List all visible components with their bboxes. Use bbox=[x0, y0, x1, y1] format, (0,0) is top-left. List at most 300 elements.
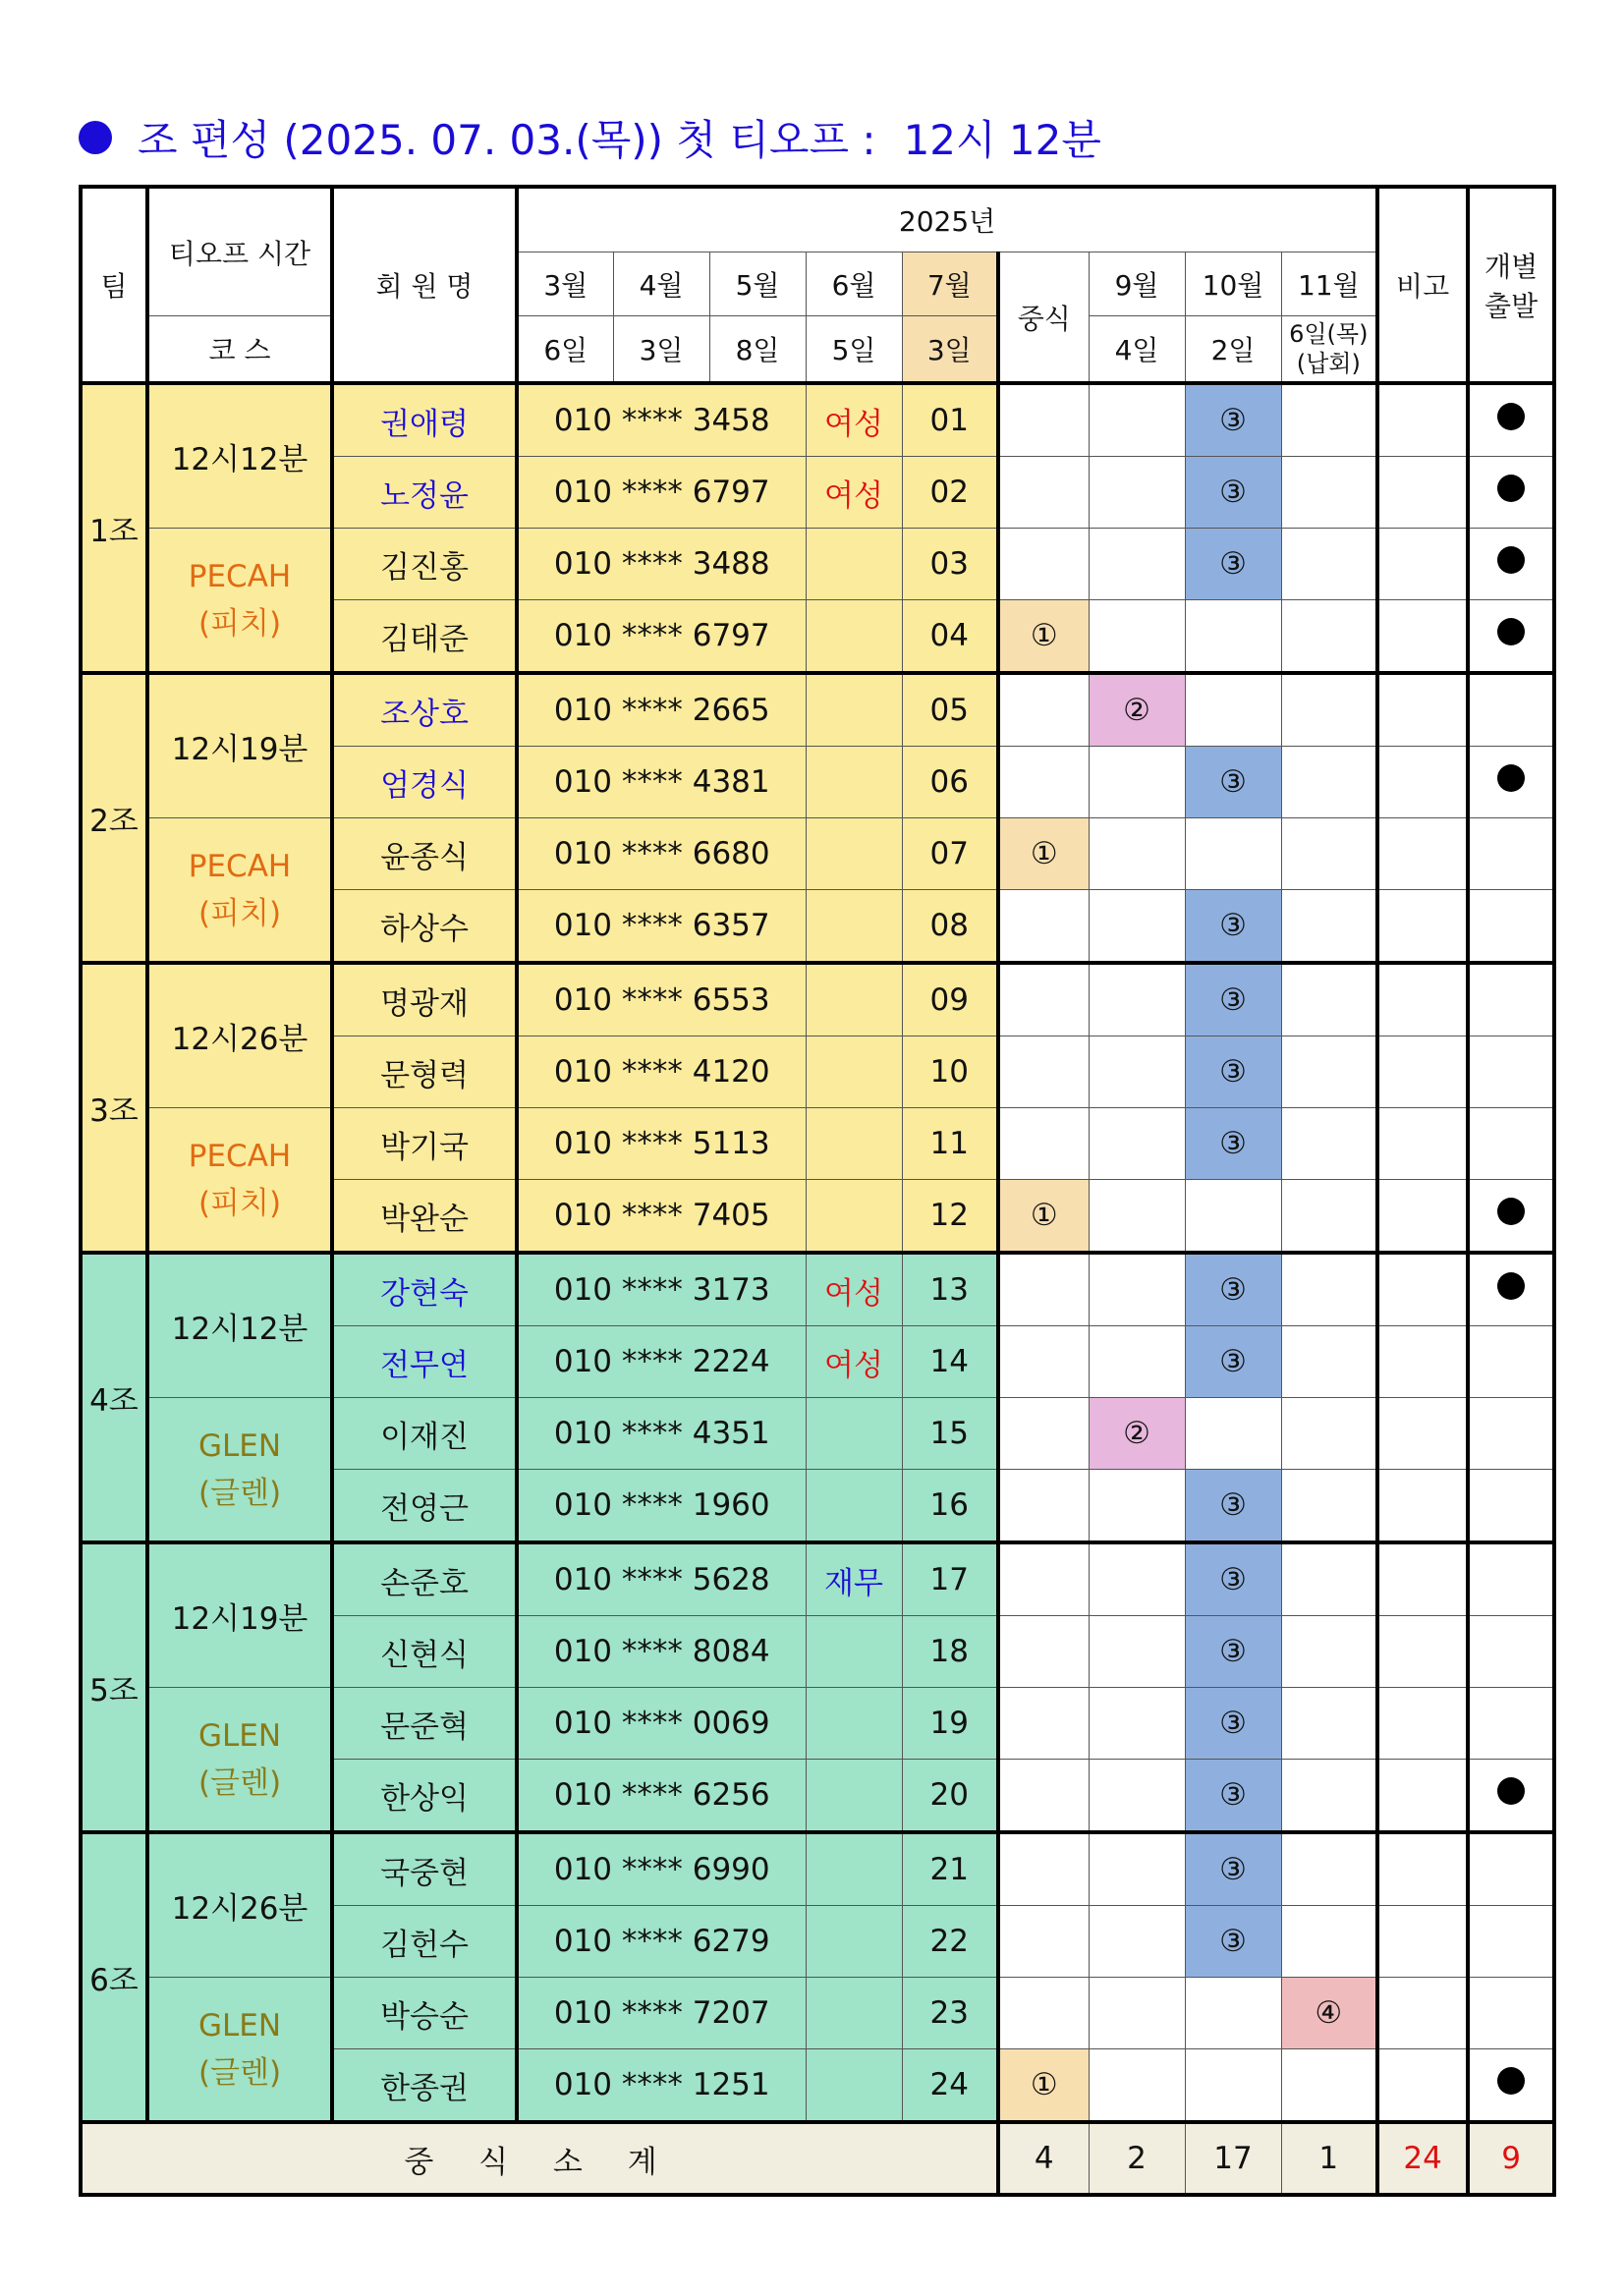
remark-cell bbox=[1377, 673, 1468, 747]
header-month2-0: 9월 bbox=[1089, 252, 1185, 316]
course-name-line2: (글렌) bbox=[197, 1764, 282, 1801]
header-month-3: 6월 bbox=[806, 252, 902, 316]
nov-mark bbox=[1281, 1036, 1377, 1108]
course-name-line1: PECAH bbox=[188, 848, 292, 884]
individual-start bbox=[1468, 1760, 1554, 1833]
jungsik-mark bbox=[998, 673, 1089, 747]
table-row bbox=[81, 1253, 1554, 1326]
member-phone: 010 **** 3488 bbox=[517, 529, 806, 600]
nov-mark bbox=[1281, 383, 1377, 457]
table-row bbox=[81, 1978, 1554, 2049]
sep-mark bbox=[1089, 963, 1185, 1036]
individual-start bbox=[1468, 457, 1554, 529]
individual-start-dot-icon bbox=[1497, 546, 1525, 574]
member-note bbox=[806, 1180, 902, 1254]
member-note bbox=[806, 673, 902, 747]
member-note bbox=[806, 1470, 902, 1543]
member-name: 한상익 bbox=[332, 1760, 517, 1833]
member-note bbox=[806, 1688, 902, 1760]
member-phone: 010 **** 2665 bbox=[517, 673, 806, 747]
sep-mark bbox=[1089, 1326, 1185, 1398]
header-day2-1: 2일 bbox=[1185, 316, 1281, 384]
team-label: 1조 bbox=[81, 383, 147, 673]
team-label: 3조 bbox=[81, 963, 147, 1253]
member-note: 여성 bbox=[806, 383, 902, 457]
sep-mark bbox=[1089, 457, 1185, 529]
member-phone: 010 **** 3173 bbox=[517, 1253, 806, 1326]
course-name bbox=[147, 1398, 332, 1543]
team-label: 5조 bbox=[81, 1542, 147, 1832]
member-number: 22 bbox=[902, 1906, 998, 1978]
table-row bbox=[81, 1688, 1554, 1760]
course-name bbox=[147, 1688, 332, 1833]
summary-sep: 2 bbox=[1089, 2122, 1185, 2195]
jungsik-mark: ① bbox=[998, 2049, 1089, 2123]
course-name-line2: (피치) bbox=[197, 895, 282, 931]
nov-mark: ④ bbox=[1281, 1978, 1377, 2049]
jungsik-mark bbox=[998, 1398, 1089, 1470]
member-number: 17 bbox=[902, 1542, 998, 1616]
jungsik-mark bbox=[998, 1542, 1089, 1616]
header-day2-0: 4일 bbox=[1089, 316, 1185, 384]
oct-mark bbox=[1185, 1978, 1281, 2049]
oct-mark: ③ bbox=[1185, 890, 1281, 964]
table-row bbox=[81, 1832, 1554, 1906]
remark-cell bbox=[1377, 457, 1468, 529]
sep-mark bbox=[1089, 1253, 1185, 1326]
member-note bbox=[806, 818, 902, 890]
remark-cell bbox=[1377, 1470, 1468, 1543]
jungsik-mark: ① bbox=[998, 818, 1089, 890]
table-row bbox=[81, 529, 1554, 600]
summary-remark: 24 bbox=[1377, 2122, 1468, 2195]
header-year: 2025년 bbox=[517, 187, 1377, 252]
member-phone: 010 **** 7405 bbox=[517, 1180, 806, 1254]
nov-mark bbox=[1281, 1906, 1377, 1978]
member-number: 03 bbox=[902, 529, 998, 600]
jungsik-mark bbox=[998, 1832, 1089, 1906]
nov-mark bbox=[1281, 600, 1377, 674]
course-name-line1: PECAH bbox=[188, 558, 292, 594]
member-number: 21 bbox=[902, 1832, 998, 1906]
oct-mark: ③ bbox=[1185, 1542, 1281, 1616]
jungsik-mark bbox=[998, 1688, 1089, 1760]
member-number: 05 bbox=[902, 673, 998, 747]
individual-start bbox=[1468, 1253, 1554, 1326]
team-label: 4조 bbox=[81, 1253, 147, 1542]
remark-cell bbox=[1377, 1978, 1468, 2049]
individual-start bbox=[1468, 1542, 1554, 1616]
nov-mark bbox=[1281, 1180, 1377, 1254]
team-label: 2조 bbox=[81, 673, 147, 963]
sep-mark bbox=[1089, 1542, 1185, 1616]
header-month-4: 7월 bbox=[902, 252, 998, 316]
header-day2-2 bbox=[1281, 316, 1377, 384]
course-name-line1: GLEN bbox=[197, 1717, 282, 1754]
member-name: 이재진 bbox=[332, 1398, 517, 1470]
individual-start bbox=[1468, 1688, 1554, 1760]
title-first-teeoff: 12시 12분 bbox=[903, 116, 1101, 164]
header-individual-line1: 개별 bbox=[1484, 251, 1539, 283]
header-month-0: 3월 bbox=[517, 252, 613, 316]
jungsik-mark bbox=[998, 1326, 1089, 1398]
oct-mark: ③ bbox=[1185, 1253, 1281, 1326]
member-number: 06 bbox=[902, 747, 998, 818]
sep-mark: ② bbox=[1089, 673, 1185, 747]
member-phone: 010 **** 3458 bbox=[517, 383, 806, 457]
jungsik-mark bbox=[998, 383, 1089, 457]
individual-start bbox=[1468, 383, 1554, 457]
nov-mark bbox=[1281, 1470, 1377, 1543]
jungsik-mark bbox=[998, 529, 1089, 600]
individual-start-dot-icon bbox=[1497, 475, 1525, 502]
member-number: 12 bbox=[902, 1180, 998, 1254]
sep-mark bbox=[1089, 1760, 1185, 1833]
member-note bbox=[806, 600, 902, 674]
header-course: 코 스 bbox=[147, 316, 332, 384]
member-name: 문준혁 bbox=[332, 1688, 517, 1760]
member-note bbox=[806, 1108, 902, 1180]
member-phone: 010 **** 6797 bbox=[517, 600, 806, 674]
individual-start bbox=[1468, 1978, 1554, 2049]
jungsik-mark bbox=[998, 1108, 1089, 1180]
member-name: 엄경식 bbox=[332, 747, 517, 818]
member-name: 국중현 bbox=[332, 1832, 517, 1906]
individual-start bbox=[1468, 1906, 1554, 1978]
nov-mark bbox=[1281, 1326, 1377, 1398]
member-name: 박승순 bbox=[332, 1978, 517, 2049]
individual-start-dot-icon bbox=[1497, 1272, 1525, 1300]
sep-mark bbox=[1089, 1688, 1185, 1760]
summary-oct: 17 bbox=[1185, 2122, 1281, 2195]
member-name: 한종권 bbox=[332, 2049, 517, 2123]
jungsik-mark bbox=[998, 1978, 1089, 2049]
remark-cell bbox=[1377, 1253, 1468, 1326]
jungsik-mark bbox=[998, 1036, 1089, 1108]
nov-mark bbox=[1281, 1253, 1377, 1326]
member-note bbox=[806, 1616, 902, 1688]
member-name: 윤종식 bbox=[332, 818, 517, 890]
member-name: 강현숙 bbox=[332, 1253, 517, 1326]
sep-mark: ② bbox=[1089, 1398, 1185, 1470]
member-phone: 010 **** 8084 bbox=[517, 1616, 806, 1688]
nov-mark bbox=[1281, 2049, 1377, 2123]
member-phone: 010 **** 5113 bbox=[517, 1108, 806, 1180]
nov-mark bbox=[1281, 1108, 1377, 1180]
member-number: 04 bbox=[902, 600, 998, 674]
roster-table bbox=[79, 185, 1556, 2197]
course-name-line1: GLEN bbox=[197, 2007, 282, 2044]
teeoff-time: 12시26분 bbox=[147, 963, 332, 1108]
oct-mark: ③ bbox=[1185, 963, 1281, 1036]
individual-start bbox=[1468, 1326, 1554, 1398]
table-row bbox=[81, 1398, 1554, 1470]
header-month2-2: 11월 bbox=[1281, 252, 1377, 316]
individual-start-dot-icon bbox=[1497, 1777, 1525, 1805]
member-note: 재무 bbox=[806, 1542, 902, 1616]
individual-start bbox=[1468, 818, 1554, 890]
page-title bbox=[79, 110, 1101, 165]
member-name: 신현식 bbox=[332, 1616, 517, 1688]
oct-mark bbox=[1185, 600, 1281, 674]
remark-cell bbox=[1377, 1616, 1468, 1688]
nov-mark bbox=[1281, 747, 1377, 818]
teeoff-time: 12시19분 bbox=[147, 1542, 332, 1688]
jungsik-mark: ① bbox=[998, 600, 1089, 674]
member-note bbox=[806, 1978, 902, 2049]
member-name: 김진홍 bbox=[332, 529, 517, 600]
course-name-line2: (글렌) bbox=[197, 2054, 282, 2091]
member-number: 01 bbox=[902, 383, 998, 457]
teeoff-time: 12시19분 bbox=[147, 673, 332, 818]
nov-mark bbox=[1281, 818, 1377, 890]
sep-mark bbox=[1089, 1108, 1185, 1180]
header-day2-line1: 6일(목) bbox=[1289, 320, 1369, 348]
table-row bbox=[81, 1542, 1554, 1616]
member-number: 02 bbox=[902, 457, 998, 529]
member-phone: 010 **** 5628 bbox=[517, 1542, 806, 1616]
individual-start bbox=[1468, 1108, 1554, 1180]
header-individual-start bbox=[1468, 187, 1554, 383]
individual-start bbox=[1468, 1398, 1554, 1470]
member-name: 전영근 bbox=[332, 1470, 517, 1543]
oct-mark: ③ bbox=[1185, 1108, 1281, 1180]
member-phone: 010 **** 7207 bbox=[517, 1978, 806, 2049]
summary-jungsik: 4 bbox=[998, 2122, 1089, 2195]
header-member-name: 회 원 명 bbox=[332, 187, 517, 383]
member-phone: 010 **** 6553 bbox=[517, 963, 806, 1036]
member-note bbox=[806, 2049, 902, 2123]
member-note bbox=[806, 747, 902, 818]
remark-cell bbox=[1377, 1832, 1468, 1906]
jungsik-mark bbox=[998, 747, 1089, 818]
member-phone: 010 **** 4381 bbox=[517, 747, 806, 818]
nov-mark bbox=[1281, 673, 1377, 747]
sep-mark bbox=[1089, 747, 1185, 818]
member-number: 07 bbox=[902, 818, 998, 890]
sep-mark bbox=[1089, 1470, 1185, 1543]
oct-mark bbox=[1185, 2049, 1281, 2123]
remark-cell bbox=[1377, 1542, 1468, 1616]
member-note bbox=[806, 963, 902, 1036]
member-note bbox=[806, 1398, 902, 1470]
nov-mark bbox=[1281, 529, 1377, 600]
header-month2-1: 10월 bbox=[1185, 252, 1281, 316]
member-note: 여성 bbox=[806, 457, 902, 529]
individual-start-dot-icon bbox=[1497, 764, 1525, 792]
nov-mark bbox=[1281, 1616, 1377, 1688]
member-number: 24 bbox=[902, 2049, 998, 2123]
header-remarks: 비고 bbox=[1377, 187, 1468, 383]
member-name: 문형력 bbox=[332, 1036, 517, 1108]
member-phone: 010 **** 6990 bbox=[517, 1832, 806, 1906]
summary-individual: 9 bbox=[1468, 2122, 1554, 2195]
member-number: 20 bbox=[902, 1760, 998, 1833]
nov-mark bbox=[1281, 1832, 1377, 1906]
oct-mark: ③ bbox=[1185, 1688, 1281, 1760]
member-name: 조상호 bbox=[332, 673, 517, 747]
remark-cell bbox=[1377, 1036, 1468, 1108]
header-day-2: 8일 bbox=[709, 316, 806, 384]
oct-mark: ③ bbox=[1185, 747, 1281, 818]
jungsik-mark bbox=[998, 1616, 1089, 1688]
individual-start bbox=[1468, 600, 1554, 674]
remark-cell bbox=[1377, 2049, 1468, 2123]
jungsik-mark bbox=[998, 1906, 1089, 1978]
member-name: 권애령 bbox=[332, 383, 517, 457]
header-jungsik: 중식 bbox=[998, 252, 1089, 384]
member-phone: 010 **** 6680 bbox=[517, 818, 806, 890]
member-phone: 010 **** 4120 bbox=[517, 1036, 806, 1108]
header-day-1: 3일 bbox=[613, 316, 709, 384]
individual-start bbox=[1468, 1470, 1554, 1543]
oct-mark bbox=[1185, 818, 1281, 890]
sep-mark bbox=[1089, 1180, 1185, 1254]
nov-mark bbox=[1281, 1398, 1377, 1470]
header-day-0: 6일 bbox=[517, 316, 613, 384]
remark-cell bbox=[1377, 1398, 1468, 1470]
nov-mark bbox=[1281, 963, 1377, 1036]
member-name: 노정윤 bbox=[332, 457, 517, 529]
bullet-icon bbox=[79, 121, 112, 154]
member-number: 13 bbox=[902, 1253, 998, 1326]
table-row bbox=[81, 963, 1554, 1036]
member-note bbox=[806, 529, 902, 600]
table-row bbox=[81, 818, 1554, 890]
member-number: 16 bbox=[902, 1470, 998, 1543]
oct-mark: ③ bbox=[1185, 1616, 1281, 1688]
summary-label: 중 식 소 계 bbox=[81, 2122, 998, 2195]
member-number: 10 bbox=[902, 1036, 998, 1108]
header-month-1: 4월 bbox=[613, 252, 709, 316]
sep-mark bbox=[1089, 600, 1185, 674]
member-note bbox=[806, 1760, 902, 1833]
individual-start-dot-icon bbox=[1497, 618, 1525, 645]
course-name-line2: (피치) bbox=[197, 605, 282, 642]
member-name: 전무연 bbox=[332, 1326, 517, 1398]
member-name: 손준호 bbox=[332, 1542, 517, 1616]
course-name-line2: (피치) bbox=[197, 1185, 282, 1221]
header-teeoff-time: 티오프 시간 bbox=[147, 187, 332, 316]
title-text: 조 편성 (2025. 07. 03.(목)) 첫 티오프 : bbox=[138, 116, 876, 164]
sep-mark bbox=[1089, 1616, 1185, 1688]
header-team: 팀 bbox=[81, 187, 147, 383]
member-note bbox=[806, 1832, 902, 1906]
sep-mark bbox=[1089, 2049, 1185, 2123]
sep-mark bbox=[1089, 1978, 1185, 2049]
remark-cell bbox=[1377, 1688, 1468, 1760]
nov-mark bbox=[1281, 1688, 1377, 1760]
individual-start bbox=[1468, 890, 1554, 964]
teeoff-time: 12시12분 bbox=[147, 1253, 332, 1398]
jungsik-mark bbox=[998, 1760, 1089, 1833]
member-name: 박완순 bbox=[332, 1180, 517, 1254]
summary-row bbox=[81, 2122, 1554, 2195]
member-number: 23 bbox=[902, 1978, 998, 2049]
member-number: 15 bbox=[902, 1398, 998, 1470]
oct-mark: ③ bbox=[1185, 529, 1281, 600]
oct-mark: ③ bbox=[1185, 1326, 1281, 1398]
individual-start-dot-icon bbox=[1497, 1198, 1525, 1225]
member-phone: 010 **** 6797 bbox=[517, 457, 806, 529]
individual-start bbox=[1468, 1180, 1554, 1254]
jungsik-mark: ① bbox=[998, 1180, 1089, 1254]
member-number: 19 bbox=[902, 1688, 998, 1760]
table-row bbox=[81, 383, 1554, 457]
nov-mark bbox=[1281, 457, 1377, 529]
remark-cell bbox=[1377, 1180, 1468, 1254]
oct-mark: ③ bbox=[1185, 1036, 1281, 1108]
member-phone: 010 **** 2224 bbox=[517, 1326, 806, 1398]
member-number: 08 bbox=[902, 890, 998, 964]
sep-mark bbox=[1089, 818, 1185, 890]
remark-cell bbox=[1377, 1760, 1468, 1833]
individual-start bbox=[1468, 1036, 1554, 1108]
member-name: 김태준 bbox=[332, 600, 517, 674]
sep-mark bbox=[1089, 1832, 1185, 1906]
teeoff-time: 12시12분 bbox=[147, 383, 332, 529]
header-day2-line2: (납회) bbox=[1296, 350, 1361, 377]
jungsik-mark bbox=[998, 1470, 1089, 1543]
summary-nov: 1 bbox=[1281, 2122, 1377, 2195]
individual-start bbox=[1468, 963, 1554, 1036]
member-phone: 010 **** 4351 bbox=[517, 1398, 806, 1470]
member-phone: 010 **** 6357 bbox=[517, 890, 806, 964]
remark-cell bbox=[1377, 818, 1468, 890]
jungsik-mark bbox=[998, 890, 1089, 964]
header-day-4: 3일 bbox=[902, 316, 998, 384]
remark-cell bbox=[1377, 1326, 1468, 1398]
sep-mark bbox=[1089, 1036, 1185, 1108]
course-name bbox=[147, 818, 332, 964]
remark-cell bbox=[1377, 383, 1468, 457]
nov-mark bbox=[1281, 1542, 1377, 1616]
oct-mark: ③ bbox=[1185, 1832, 1281, 1906]
course-name bbox=[147, 1108, 332, 1254]
course-name bbox=[147, 529, 332, 674]
member-note bbox=[806, 1906, 902, 1978]
member-note bbox=[806, 890, 902, 964]
header-month-2: 5월 bbox=[709, 252, 806, 316]
nov-mark bbox=[1281, 890, 1377, 964]
oct-mark: ③ bbox=[1185, 1906, 1281, 1978]
sep-mark bbox=[1089, 383, 1185, 457]
sep-mark bbox=[1089, 890, 1185, 964]
member-note: 여성 bbox=[806, 1253, 902, 1326]
sep-mark bbox=[1089, 1906, 1185, 1978]
remark-cell bbox=[1377, 963, 1468, 1036]
member-name: 하상수 bbox=[332, 890, 517, 964]
table-row bbox=[81, 673, 1554, 747]
remark-cell bbox=[1377, 1906, 1468, 1978]
remark-cell bbox=[1377, 600, 1468, 674]
sep-mark bbox=[1089, 529, 1185, 600]
individual-start bbox=[1468, 2049, 1554, 2123]
remark-cell bbox=[1377, 747, 1468, 818]
member-phone: 010 **** 6256 bbox=[517, 1760, 806, 1833]
oct-mark bbox=[1185, 673, 1281, 747]
course-name-line1: GLEN bbox=[197, 1428, 282, 1464]
oct-mark: ③ bbox=[1185, 383, 1281, 457]
individual-start bbox=[1468, 747, 1554, 818]
oct-mark: ③ bbox=[1185, 1470, 1281, 1543]
member-name: 명광재 bbox=[332, 963, 517, 1036]
member-number: 18 bbox=[902, 1616, 998, 1688]
course-name-line2: (글렌) bbox=[197, 1475, 282, 1511]
individual-start-dot-icon bbox=[1497, 403, 1525, 430]
remark-cell bbox=[1377, 1108, 1468, 1180]
individual-start bbox=[1468, 1832, 1554, 1906]
